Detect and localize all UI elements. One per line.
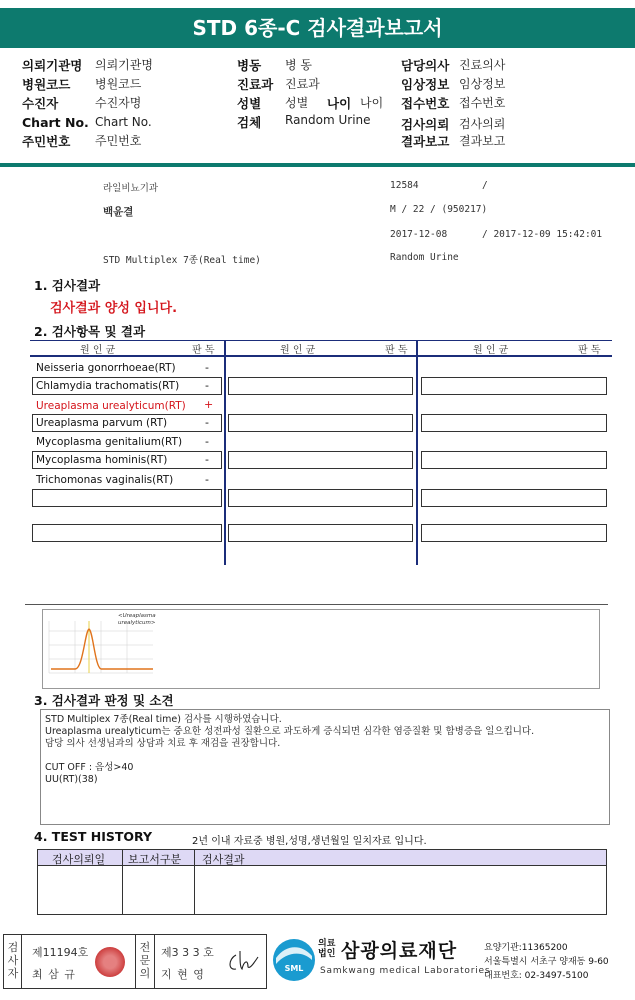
table-head-rule	[30, 355, 612, 357]
col2-box-2	[228, 414, 413, 432]
value-hospital-code: 병원코드	[95, 77, 142, 91]
label-result-report: 결과보고	[401, 134, 450, 149]
history-col-request-date: 검사의뢰일	[52, 853, 106, 866]
value-specimen: Random Urine	[285, 113, 371, 127]
label-receipt-no: 접수번호	[401, 96, 450, 111]
organism-ureaplasma-urealyticum: Ureaplasma urealyticum(RT)	[36, 400, 186, 412]
label-resident-no: 주민번호	[22, 134, 71, 149]
value-ward: 병 동	[285, 58, 312, 72]
request-date: 2017-12-08	[390, 229, 448, 240]
value-result-report: 결과보고	[459, 134, 506, 148]
value-resident-no: 주민번호	[95, 134, 142, 148]
organism-chlamydia: Chlamydia trachomatis(RT)	[36, 380, 180, 392]
result-trichomonas: -	[205, 473, 209, 486]
patient-accession: 12584	[390, 180, 419, 191]
label-ward: 병동	[237, 58, 262, 73]
positive-result: 검사결과 양성 입니다.	[50, 301, 178, 316]
value-department: 진료과	[285, 77, 320, 91]
history-col-divider-2	[194, 850, 195, 914]
info-grid	[0, 52, 635, 162]
value-clinical-info: 임상정보	[459, 77, 506, 91]
col2-box-3	[228, 451, 413, 469]
company-phone: 대표번호: 02-3497-5100	[484, 971, 589, 981]
label-specimen: 검체	[237, 115, 262, 130]
examiner-label: 검사자	[7, 941, 19, 980]
table-top-rule	[30, 340, 612, 341]
col3-box-2	[421, 414, 607, 432]
opinion-line-2: Ureaplasma urealyticum는 중요한 성전파성 질환으로 과도하게 증식되면 심각한 염증질환 및 합병증을 일으킵니다.	[45, 726, 535, 737]
company-english-name: Samkwang medical Laboratories	[320, 966, 491, 976]
doctor-license: 제3 3 3 호	[161, 946, 214, 959]
col3-box-5	[421, 524, 607, 542]
history-col-report-type: 보고서구분	[128, 853, 182, 866]
section4-title: 4. TEST HISTORY	[34, 829, 153, 844]
col3-box-1	[421, 377, 607, 395]
company-prefix: 의료 법인	[318, 939, 336, 959]
examiner-name: 최 삼 규	[32, 968, 76, 981]
label-doctor: 담당의사	[401, 58, 450, 73]
section2-title: 2. 검사항목 및 결과	[34, 324, 146, 339]
row-box-empty-1	[32, 489, 222, 507]
history-note: 2년 이내 자료중 병원,성명,생년월일 일치자료 입니다.	[192, 836, 427, 847]
result-mycoplasma-genitalium: -	[205, 435, 209, 448]
col-pathogen-3: 원 인 균	[473, 345, 509, 356]
examiner-license: 제11194호	[32, 946, 89, 959]
company-name: 삼광의료재단	[341, 940, 458, 962]
result-neisseria: -	[205, 361, 209, 374]
value-receipt-no: 접수번호	[459, 96, 506, 110]
result-ureaplasma-urealyticum: +	[204, 398, 214, 411]
col2-box-1	[228, 377, 413, 395]
table-divider-1	[224, 340, 226, 565]
organism-neisseria: Neisseria gonorrhoeae(RT)	[36, 362, 176, 374]
sml-logo-icon	[272, 938, 316, 982]
company-code: 요양기관:11365200	[484, 943, 568, 953]
history-header	[38, 850, 606, 866]
patient-slash: /	[482, 180, 488, 191]
patient-name: 백윤결	[103, 206, 134, 218]
section-separator	[25, 604, 608, 605]
row-box-empty-2	[32, 524, 222, 542]
test-name: STD Multiplex 7종(Real time)	[103, 255, 261, 266]
col-pathogen-1: 원 인 균	[80, 345, 116, 356]
col3-box-4	[421, 489, 607, 507]
report-title: STD 6종-C 검사결과보고서	[0, 8, 635, 48]
history-col-result: 검사결과	[202, 853, 245, 866]
organism-mycoplasma-hominis: Mycoplasma hominis(RT)	[36, 454, 168, 466]
label-institution: 의뢰기관명	[22, 58, 83, 73]
header-divider	[0, 163, 635, 167]
section1-title: 1. 검사결과	[34, 278, 101, 293]
opinion-line-4	[45, 750, 605, 762]
label-sex: 성별	[237, 96, 262, 111]
report-date: / 2017-12-09 15:42:01	[482, 229, 603, 240]
value-doctor: 진료의사	[459, 58, 506, 72]
result-ureaplasma-parvum: -	[205, 416, 209, 429]
label-hospital-code: 병원코드	[22, 77, 71, 92]
col2-box-5	[228, 524, 413, 542]
doctor-name: 지 현 영	[161, 968, 205, 981]
chart-organism-label: <Ureaplasma urealyticum>	[118, 613, 156, 626]
result-chlamydia: -	[205, 379, 209, 392]
doctor-signature-icon	[226, 947, 262, 977]
amplification-curve	[51, 629, 153, 669]
patient-institution: 라일비뇨기과	[103, 183, 159, 194]
examiner-stamp-icon	[95, 947, 125, 977]
col3-box-3	[421, 451, 607, 469]
opinion-line-5: CUT OFF : 음성>40	[45, 762, 134, 773]
amplification-chart-frame	[42, 609, 600, 689]
result-mycoplasma-hominis: -	[205, 453, 209, 466]
organism-ureaplasma-parvum: Ureaplasma parvum (RT)	[36, 417, 168, 429]
table-divider-2	[416, 340, 418, 565]
organism-mycoplasma-genitalium: Mycoplasma genitalium(RT)	[36, 436, 183, 448]
patient-sex-age: M / 22 / (950217)	[390, 204, 488, 215]
history-table	[37, 849, 607, 915]
value-patient: 수진자명	[95, 96, 142, 110]
value-test-request: 검사의뢰	[459, 117, 506, 131]
opinion-line-1: STD Multiplex 7종(Real time) 검사를 시행하였습니다.	[45, 714, 282, 725]
col-pathogen-2: 원 인 균	[280, 345, 316, 356]
label-clinical-info: 임상정보	[401, 77, 450, 92]
history-col-divider-1	[122, 850, 123, 914]
section3-title: 3. 검사결과 판정 및 소견	[34, 693, 174, 708]
col2-box-4	[228, 489, 413, 507]
col-result-1: 판 독	[192, 345, 215, 356]
value-institution: 의뢰기관명	[95, 58, 153, 72]
organism-trichomonas: Trichomonas vaginalis(RT)	[36, 474, 174, 486]
label-patient: 수진자	[22, 96, 59, 111]
col-result-2: 판 독	[385, 345, 408, 356]
value-chart-no: Chart No.	[95, 115, 152, 129]
opinion-line-6: UU(RT)(38)	[45, 774, 98, 785]
opinion-line-3: 담당 의사 선생님과의 상담과 치료 후 재검을 권장합니다.	[45, 738, 281, 749]
label-chart-no: Chart No.	[22, 115, 89, 130]
opinion-box	[40, 709, 610, 825]
value-age: 나이	[360, 96, 384, 110]
sml-logo-text: SML	[284, 964, 304, 973]
label-age: 나이	[327, 96, 352, 111]
signature-box	[3, 934, 267, 989]
specimen-type: Random Urine	[390, 252, 459, 263]
value-sex: 성별	[285, 96, 309, 110]
col-result-3: 판 독	[578, 345, 601, 356]
doctor-label: 전문의	[139, 941, 151, 980]
label-test-request: 검사의뢰	[401, 117, 450, 132]
label-department: 진료과	[237, 77, 274, 92]
company-address: 서울특별시 서초구 양재동 9-60	[484, 957, 609, 967]
